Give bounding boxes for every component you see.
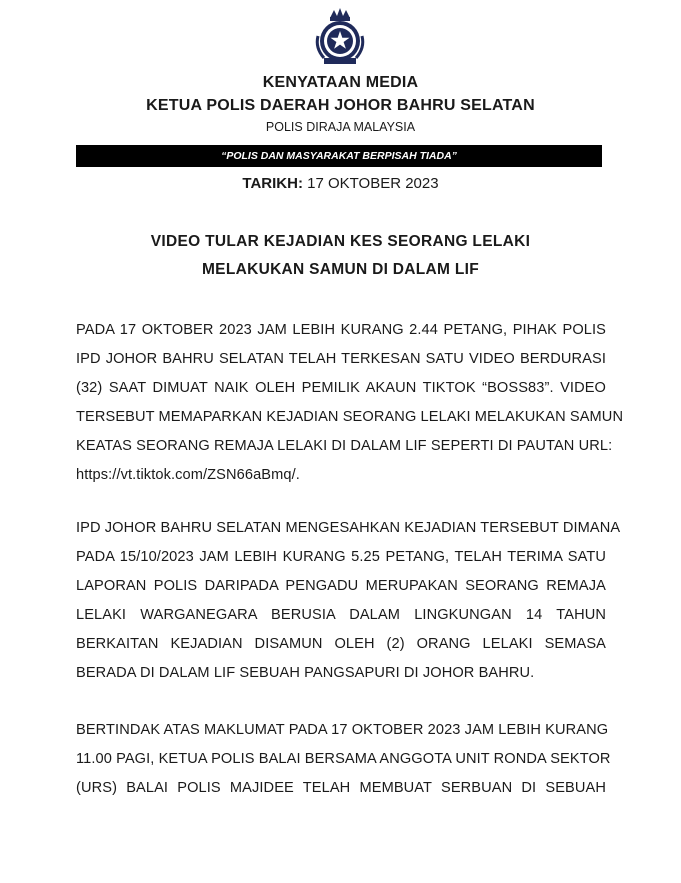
headline-line1: VIDEO TULAR KEJADIAN KES SEORANG LELAKI — [150, 233, 531, 250]
paragraph-line: IPD JOHOR BAHRU SELATAN MENGESAHKAN KEJADIAN TERSEBUT DIMANA — [76, 520, 621, 536]
police-crest-icon — [310, 6, 370, 66]
paragraph-line: (URS) BALAI POLIS MAJIDEE TELAH MEMBUAT SERBUAN DI SEBUAH — [76, 780, 606, 796]
paragraph-line: TERSEBUT MEMAPARKAN KEJADIAN SEORANG LELAKI MELAKUKAN SAMUN — [76, 409, 624, 425]
tiktok-url-text: https://vt.tiktok.com/ZSN66aBmq/. — [76, 467, 300, 483]
date-line — [0, 175, 681, 192]
headline-line2: MELAKUKAN SAMUN DI DALAM LIF — [201, 261, 480, 278]
paragraph-line: LAPORAN POLIS DARIPADA PENGADU MERUPAKAN SEORANG REMAJA — [76, 578, 606, 594]
paragraph-line: PADA 15/10/2023 JAM LEBIH KURANG 5.25 PETANG, TELAH TERIMA SATU — [76, 549, 606, 565]
paragraph-line: (32) SAAT DIMUAT NAIK OLEH PEMILIK AKAUN TIKTOK “BOSS83”. VIDEO — [76, 380, 606, 396]
paragraph-3 — [76, 716, 611, 803]
header-title-line2: KETUA POLIS DAERAH JOHOR BAHRU SELATAN — [146, 97, 535, 114]
paragraph-line: BERKAITAN KEJADIAN DISAMUN OLEH (2) ORANG LELAKI SEMASA — [76, 636, 606, 652]
motto-banner: “POLIS DAN MASYARAKAT BERPISAH TIADA” — [76, 145, 602, 167]
date-value: 17 OKTOBER 2023 — [307, 175, 439, 192]
paragraph-line: BERTINDAK ATAS MAKLUMAT PADA 17 OKTOBER 2023 JAM LEBIH KURANG — [76, 722, 609, 738]
paragraph-line: BERADA DI DALAM LIF SEBUAH PANGSAPURI DI JOHOR BAHRU. — [76, 665, 535, 681]
paragraph-line: LELAKI WARGANEGARA BERUSIA DALAM LINGKUNGAN 14 TAHUN — [76, 607, 606, 623]
header-subtitle: POLIS DIRAJA MALAYSIA — [265, 120, 416, 134]
paragraph-line: PADA 17 OKTOBER 2023 JAM LEBIH KURANG 2.44 PETANG, PIHAK POLIS — [76, 322, 606, 338]
paragraph-line: KEATAS SEORANG REMAJA LELAKI DI DALAM LIF SEPERTI DI PAUTAN URL: — [76, 438, 613, 454]
paragraph-line: IPD JOHOR BAHRU SELATAN TELAH TERKESAN SATU VIDEO BERDURASI — [76, 351, 606, 367]
header-title-line1: KENYATAAN MEDIA — [262, 74, 419, 91]
paragraph-1 — [76, 316, 624, 490]
paragraph-line: 11.00 PAGI, KETUA POLIS BALAI BERSAMA ANGGOTA UNIT RONDA SEKTOR — [76, 751, 611, 767]
date-label: TARIKH: — [242, 175, 303, 192]
paragraph-2 — [76, 514, 621, 688]
